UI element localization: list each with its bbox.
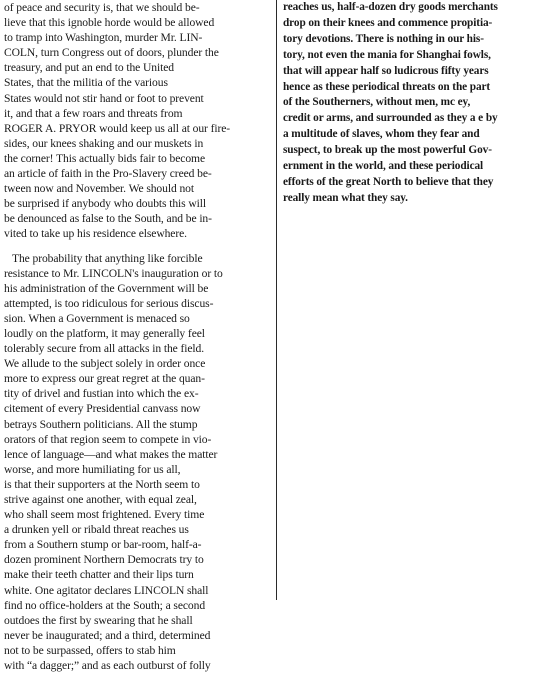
text-line: of peace and security is, that we should be- [0,0,271,15]
text-line: with “a dagger;” and as each outburst of folly [0,658,271,673]
text-line: citement of every Presidential canvass now [0,401,271,416]
text-line: sides, our knees shaking and our muskets in [0,136,271,151]
left-column [0,0,271,600]
text-line: find no office-holders at the South; a second [0,598,271,613]
text-line: lieve that this ignoble horde would be allowed [0,15,271,30]
right-column [283,0,547,207]
text-line: a drunken yell or ribald threat reaches us [0,522,271,537]
text-line: be denounced as false to the South, and be in- [0,211,271,226]
text-line: treasury, and put an end to the United [0,60,271,75]
text-line: of the Southerners, without men, mc ey, [283,95,547,111]
text-line: dozen prominent Northern Democrats try to [0,552,271,567]
text-line: the corner! This actually bids fair to become [0,151,271,166]
text-line: strive against one another, with equal zeal, [0,492,271,507]
paragraph-2 [0,251,271,673]
text-line: is that their supporters at the North seem to [0,477,271,492]
text-line: tolerably secure from all attacks in the field. [0,341,271,356]
text-line: COLN, turn Congress out of doors, plunder the [0,45,271,60]
text-line: attempted, is too ridiculous for serious discus- [0,296,271,311]
text-line: it, and that a few roars and threats from [0,106,271,121]
text-line: reaches us, half-a-dozen dry goods merchants [283,0,547,16]
text-line: never be inaugurated; and a third, determined [0,628,271,643]
text-line: States would not stir hand or foot to prevent [0,91,271,106]
text-line: vited to take up his residence elsewhere. [0,226,271,241]
column-rule [276,0,277,600]
text-line: a multitude of slaves, whom they fear and [283,127,547,143]
text-line: hence as these periodical threats on the part [283,80,547,96]
text-line: credit or arms, and surrounded as they a e by [283,111,547,127]
text-line: States, that the militia of the various [0,75,271,90]
text-line: We allude to the subject solely in order once [0,356,271,371]
text-line: really mean what they say. [283,191,547,207]
text-line: loudly on the platform, it may generally feel [0,326,271,341]
text-line: make their teeth chatter and their lips turn [0,567,271,582]
text-line: suspect, to break up the most powerful Gov- [283,143,547,159]
text-line: tween now and November. We should not [0,181,271,196]
text-line: outdoes the first by swearing that he shall [0,613,271,628]
text-line: lence of language—and what makes the matter [0,447,271,462]
text-line: not to be surpassed, offers to stab him [0,643,271,658]
text-line: worse, and more humiliating for us all, [0,462,271,477]
text-line: to tramp into Washington, murder Mr. LIN- [0,30,271,45]
text-line: The probability that anything like forcible [0,251,271,266]
paragraph-3 [283,0,547,207]
text-line: who shall seem most frightened. Every time [0,507,271,522]
text-line: sion. When a Government is menaced so [0,311,271,326]
paragraph-1 [0,0,271,242]
text-line: drop on their knees and commence propitia- [283,16,547,32]
text-line: his administration of the Government will be [0,281,271,296]
text-line: efforts of the great North to believe that they [283,175,547,191]
text-line: betrays Southern politicians. All the stump [0,417,271,432]
text-line: that will appear half so ludicrous fifty years [283,64,547,80]
text-line: be surprised if anybody who doubts this will [0,196,271,211]
paragraph-gap [0,242,271,251]
text-line: orators of that region seem to compete in vio- [0,432,271,447]
text-line: from a Southern stump or bar-room, half-a- [0,537,271,552]
text-line: an article of faith in the Pro-Slavery creed be- [0,166,271,181]
text-line: white. One agitator declares LINCOLN shall [0,583,271,598]
text-line: tory devotions. There is nothing in our his- [283,32,547,48]
text-line: tity of drivel and fustian into which the ex- [0,386,271,401]
text-line: tory, not even the mania for Shanghai fowls, [283,48,547,64]
text-line: more to express our great regret at the quan- [0,371,271,386]
text-line: resistance to Mr. LINCOLN's inauguration or to [0,266,271,281]
text-line: ROGER A. PRYOR would keep us all at our fire- [0,121,271,136]
text-line: ernment in the world, and these periodical [283,159,547,175]
